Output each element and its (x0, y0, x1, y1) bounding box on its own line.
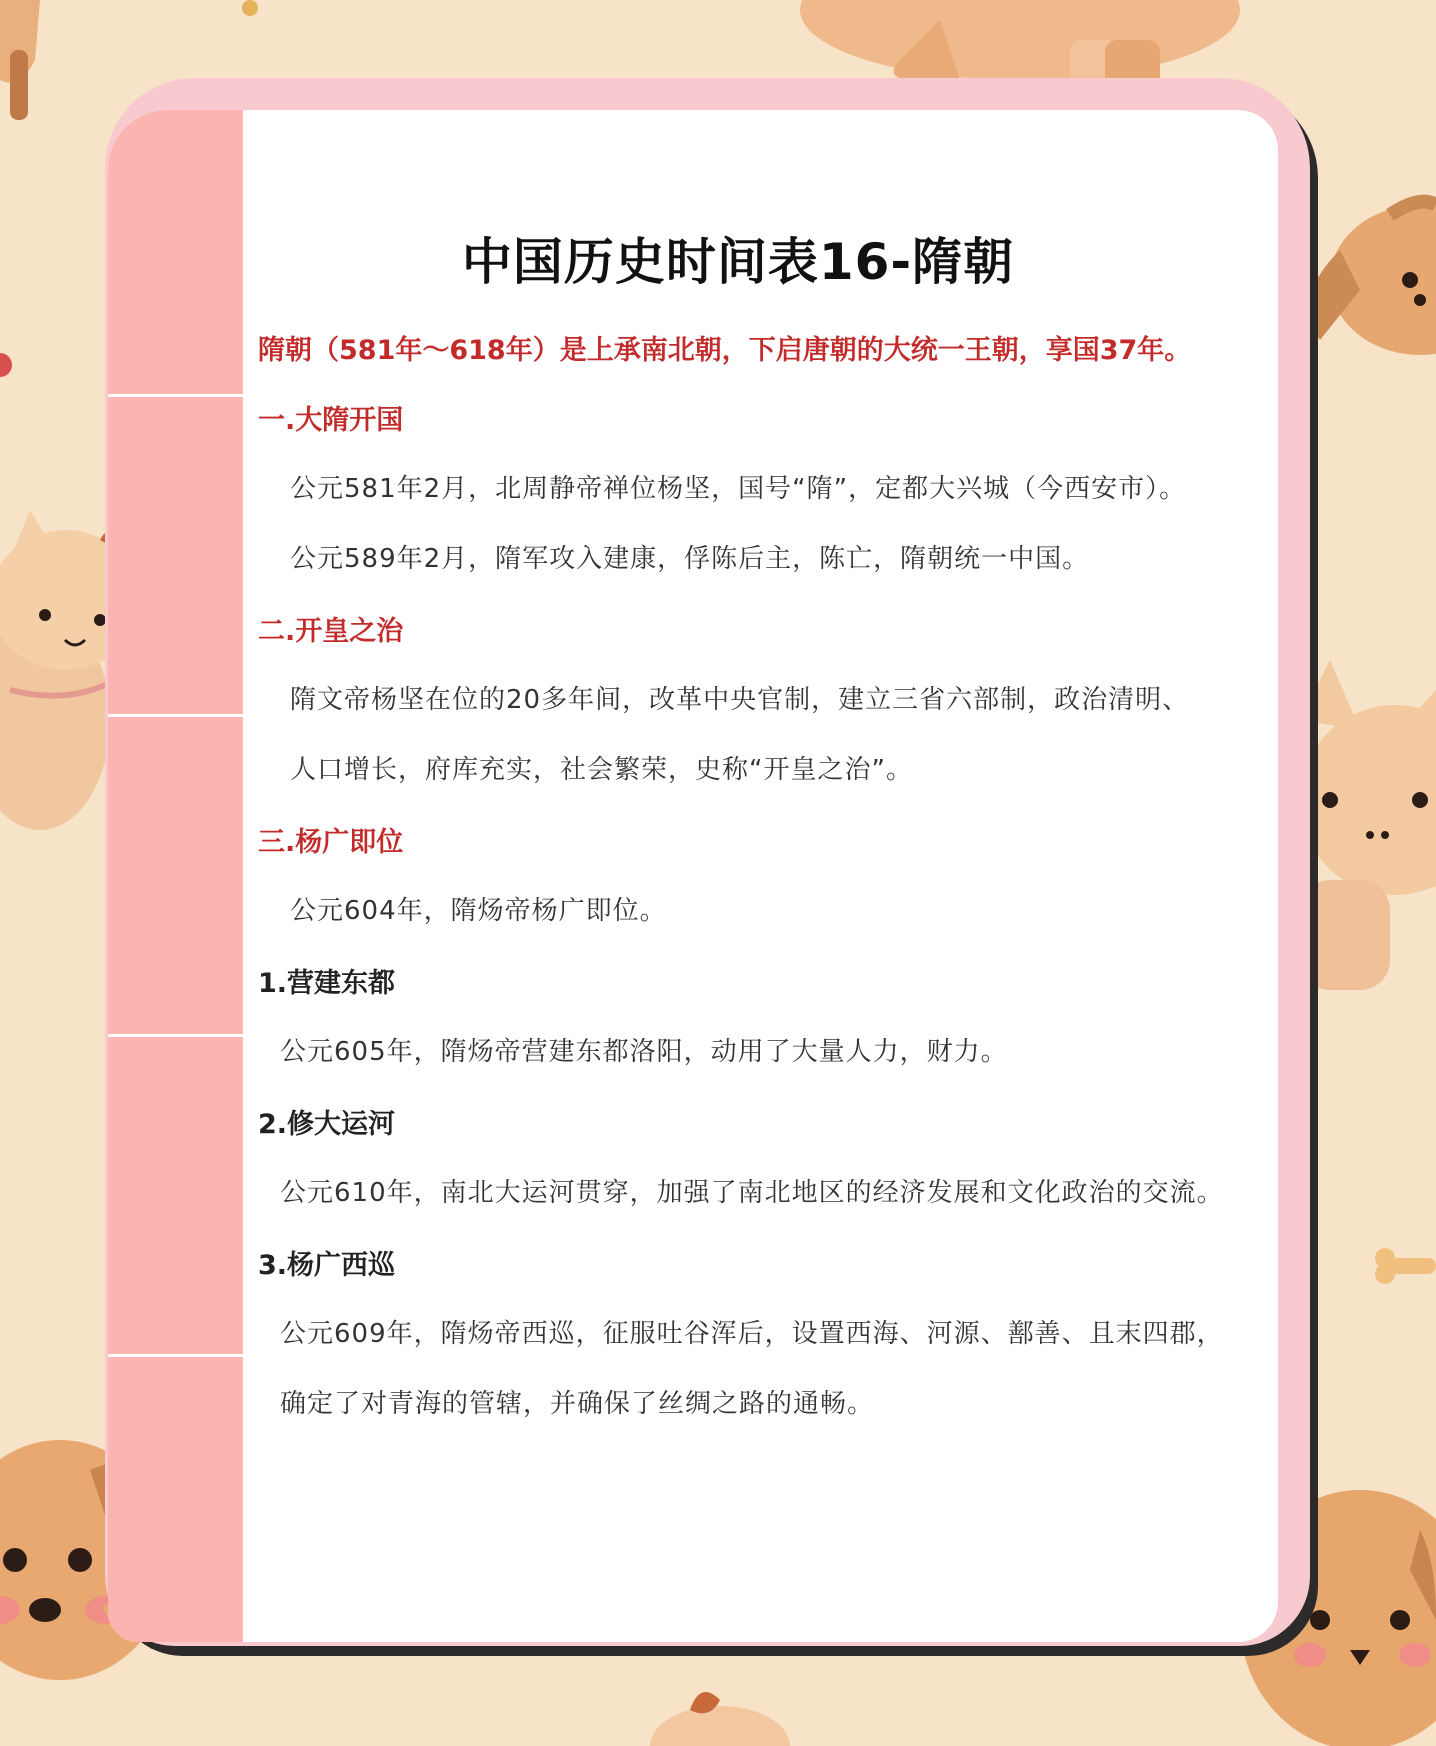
subsection-text: 确定了对青海的管辖，并确保了丝绸之路的通畅。 (280, 1389, 875, 1419)
subsection-text: 公元605年，隋炀帝营建东都洛阳，动用了大量人力，财力。 (280, 1037, 1008, 1067)
subsection-heading: 2.修大运河 (258, 1109, 396, 1140)
section-text: 隋文帝杨坚在位的20多年间，改革中央官制，建立三省六部制，政治清明、 (290, 685, 1190, 715)
document-content (108, 110, 1278, 1642)
intro-text: 隋朝（581年～618年）是上承南北朝，下启唐朝的大统一王朝，享国37年。 (258, 335, 1192, 366)
subsection-text: 公元610年，南北大运河贯穿，加强了南北地区的经济发展和文化政治的交流。 (280, 1178, 1224, 1208)
section-heading: 一.大隋开国 (258, 405, 404, 436)
section-text: 公元581年2月，北周静帝禅位杨坚，国号“隋”，定都大兴城（今西安市）。 (290, 474, 1187, 504)
subsection-heading: 3.杨广西巡 (258, 1250, 396, 1281)
section-heading: 二.开皇之治 (258, 616, 404, 647)
section-text: 公元589年2月，隋军攻入建康，俘陈后主，陈亡，隋朝统一中国。 (290, 544, 1090, 574)
subsection-heading: 1.营建东都 (258, 968, 396, 999)
subsection-text: 公元609年，隋炀帝西巡，征服吐谷浑后，设置西海、河源、鄯善、且末四郡， (280, 1319, 1224, 1349)
section-heading: 三.杨广即位 (258, 827, 404, 858)
section-text: 公元604年，隋炀帝杨广即位。 (290, 896, 667, 926)
section-text: 人口增长，府库充实，社会繁荣，史称“开皇之治”。 (290, 755, 913, 785)
page-title: 中国历史时间表16-隋朝 (461, 233, 1015, 291)
